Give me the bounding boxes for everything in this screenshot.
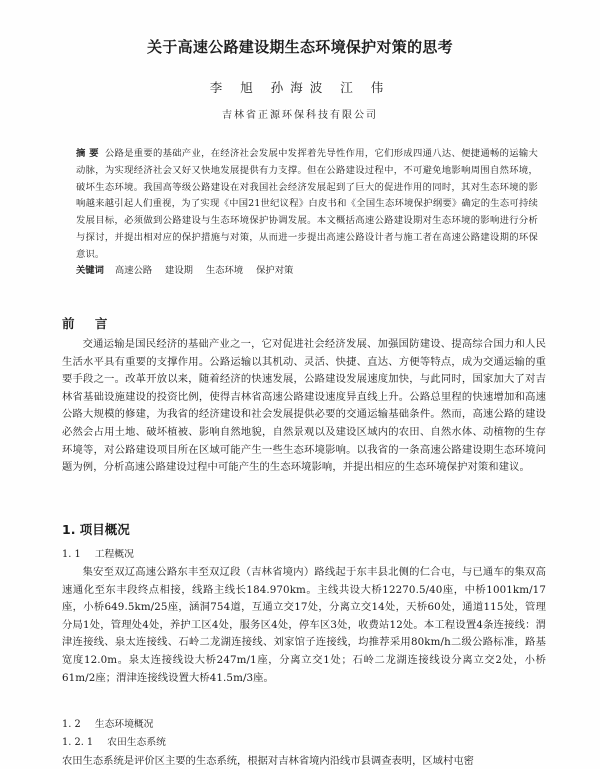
author-affiliation: 吉林省正源环保科技有限公司 [222,110,378,121]
keyword: 高速公路 [114,265,153,276]
preface-body [62,336,546,477]
abstract [76,146,538,264]
paper-title: 关于高速公路建设期生态环境保护对策的思考 [146,38,453,56]
subsection-number: 1. 2 [62,719,81,730]
subsection-title: 工程概况 [94,549,134,560]
subsection-heading-1-1 [62,546,134,560]
preface-paragraph: 交通运输是国民经济的基础产业之一，它对促进社会经济发展、加强国防建设、提高综合国力和人民生活水平具有重要的支撑作用。公路运输以其机动、灵活、快捷、直达、方便等特点，成为交通运输的重要手段之一。改革开放以来，随着经济的快速发展，公路建设发展速度加快，与此同时，国家加大了对吉林省基础设施建设的投资比例，使得吉林省高速公路建设速度异直线上升。公路总里程的快速增加和高速公路大规模的修建，为我省的经济建设和社会发展提供必要的交通运输基础条件。然而，高速公路的建设必然会占用土地、破坏植被、影响自然地貌，自然景观以及建设区域内的农田、自然水体、动植物的生存环境等，对公路建设项目所在区域可能产生一些生态环境影响。以我省的一条高速公路建设期生态环境问题为例，分析高速公路建设过程中可能产生的生态环境影响，并提出相应的生态环境保护对策和建议。 [62,338,546,474]
last-visible-line: 农田生态系统是评价区主要的生态系统，根据对吉林省境内沿线市县调查表明，区域村屯密 [62,755,474,766]
subsection-heading-1-2 [62,716,153,730]
keyword: 建设期 [165,265,193,276]
keyword: 保护对策 [256,265,294,276]
subsection-number: 1. 1 [62,549,81,560]
paper-authors: 李 旭 孙海波 江 伟 [209,80,391,95]
subsection-heading-1-2-1 [62,734,166,748]
subsection-title: 农田生态系统 [107,737,166,748]
subsection-title: 生态环境概况 [94,719,154,730]
section-heading-project-overview: 1. 项目概况 [62,522,130,537]
subsection-number: 1. 2. 1 [62,737,94,748]
abstract-label: 摘 要 [76,148,99,159]
project-body [62,564,546,687]
keywords [76,264,538,278]
project-paragraph: 集安至双辽高速公路东丰至双辽段（吉林省境内）路线起于东丰县北侧的仁合屯，与已通车的集双高速通化至东丰段终点相接，线路主线长184.970km。主线共设大桥12270.5/40座，中桥1001km/17座，小桥649.5km/25座，涵洞754道，互通立交17处，分离立交14处，天桥60处，通道115处，管理分局1处，管理处4处，养护工区4处，服务区4处，停车区3处，收费站12处。本工程设置4条连接线：渭津连接线、泉太连接线、石岭二龙湖连接线、刘家馆子连接线，均推荐采用80km/h二级公路标准，路基宽度12.0m。泉太连接线设大桥247m/1座，分离立交1处；石岭二龙湖连接线设分离立交2处，小桥61m/2座；渭津连接线设置大桥41.5m/3座。 [62,566,546,684]
section-heading-preface: 前 言 [62,316,116,331]
keyword: 生态环境 [205,265,244,276]
keywords-label: 关键词 [76,265,104,276]
abstract-text: 公路是重要的基础产业，在经济社会发展中发挥着先导性作用，它们形成四通八达、便捷通畅的运输大动脉，为实现经济社会又好又快地发展提供有力支撑。但在公路建设过程中，不可避免地影响周围自然环境，破坏生态环境。我国高等级公路建设在对我国社会经济发展起到了巨大的促进作用的同时，其对生态环境的影响越来越引起人们重视，为了实现《中国21世纪议程》白皮书和《全国生态环境保护纲要》确定的生态可持续发展目标，必须做到公路建设与生态环境保护协调发展。本文概括高速公路建设期对生态环境的影响进行分析与探讨，并提出相对应的保护措施与对策，从而进一步提出高速公路设计者与施工者在高速公路建设期的环保意识。 [76,148,538,260]
